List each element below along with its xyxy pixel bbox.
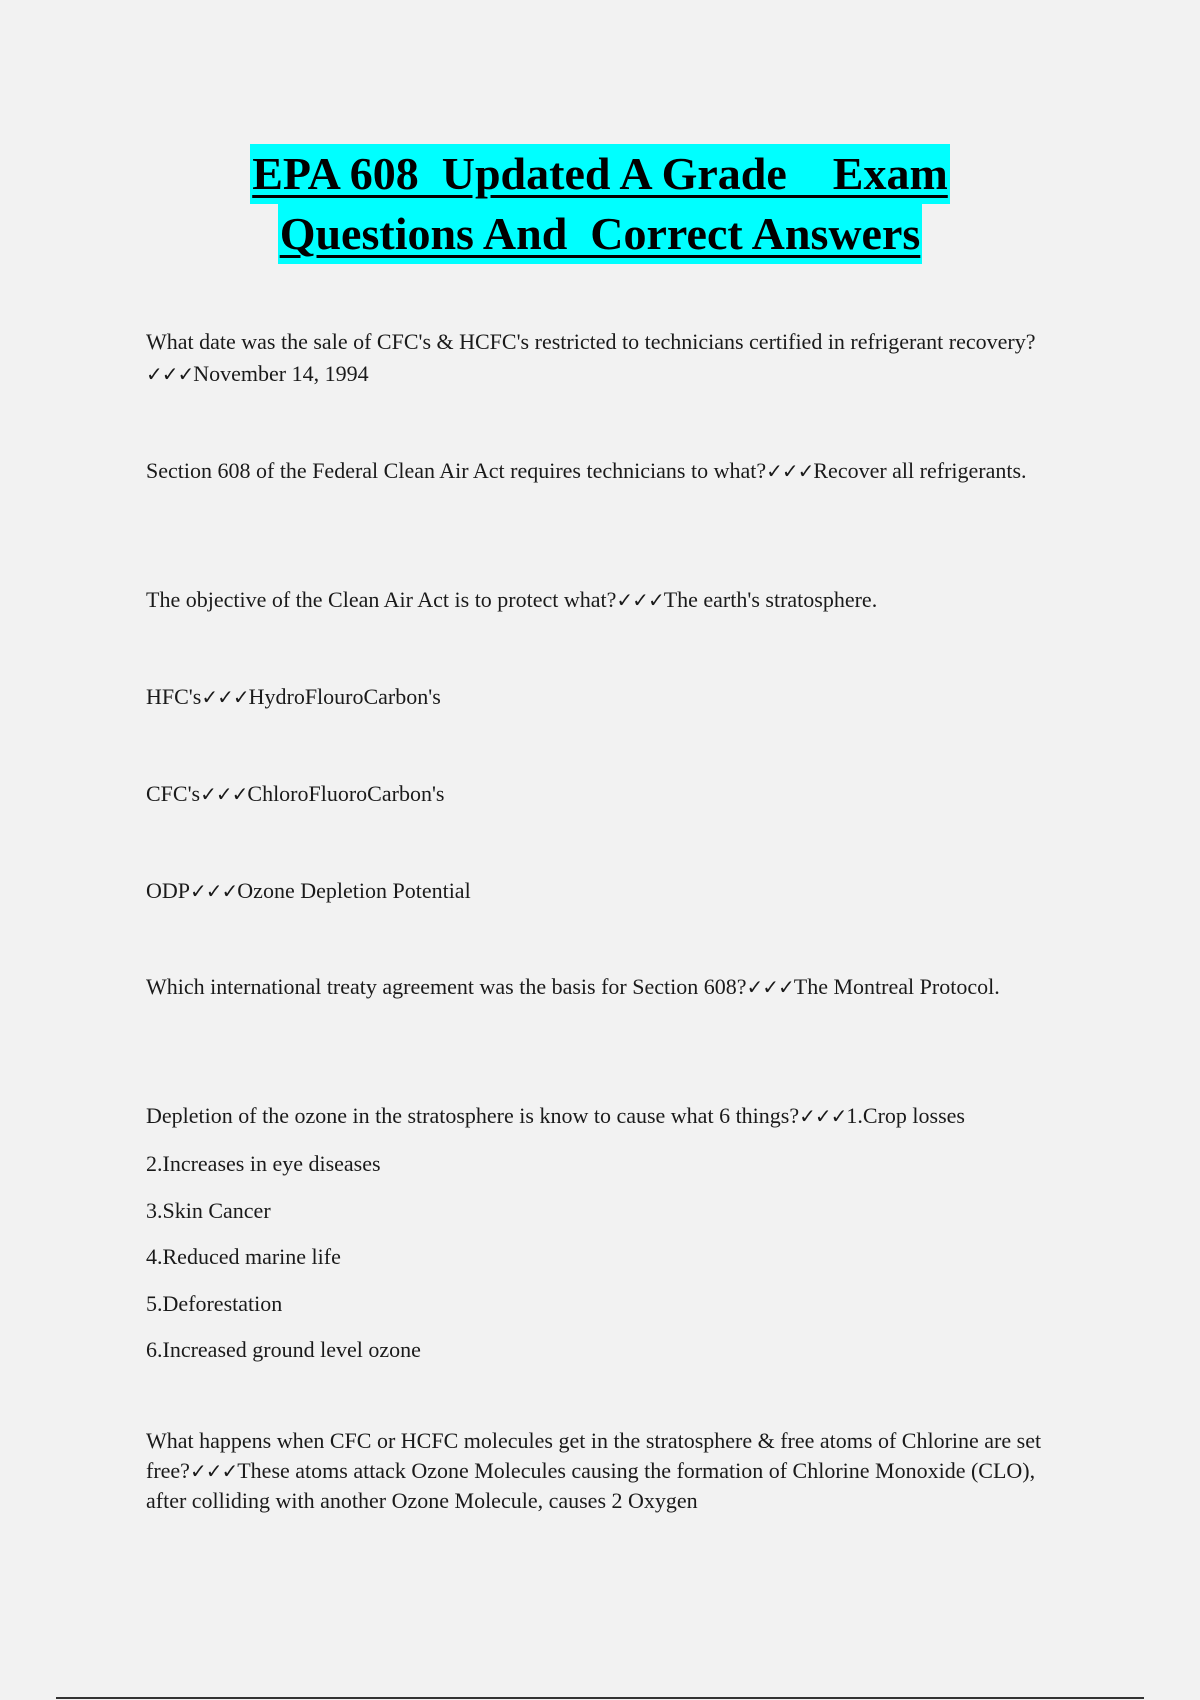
answer-text: The Montreal Protocol. <box>793 974 1000 999</box>
question-text: The objective of the Clean Air Act is to protect what? <box>146 587 617 612</box>
answer-text: The earth's stratosphere. <box>663 587 878 612</box>
checkmarks-icon: ✓✓✓ <box>616 588 664 612</box>
question-text: Depletion of the ozone in the stratosphere is know to cause what 6 things? <box>146 1103 800 1128</box>
document-title <box>0 144 1200 264</box>
question-text: ODP <box>146 878 191 903</box>
checkmarks-icon: ✓✓✓ <box>799 1104 847 1128</box>
answer-text: Recover all refrigerants. <box>813 458 1027 483</box>
question-text: What date was the sale of CFC's & HCFC's restricted to technicians certified in refrigerant recovery? <box>146 329 1036 354</box>
list-item: 5.Deforestation <box>146 1291 283 1316</box>
checkmarks-icon: ✓✓✓ <box>201 685 249 709</box>
title-line-1: EPA 608 Updated A Grade Exam <box>250 144 950 204</box>
qa-item <box>146 326 1066 390</box>
list-item: 6.Increased ground level ozone <box>146 1337 421 1362</box>
qa-item <box>146 456 1066 486</box>
list-item: 4.Reduced marine life <box>146 1244 341 1269</box>
qa-item <box>146 1426 1066 1516</box>
qa-item <box>146 584 1066 616</box>
question-text: What happens when CFC or HCFC molecules get in the stratosphere & free atoms of Chlorine are set free? <box>146 1428 1042 1483</box>
qa-item <box>146 972 1066 1002</box>
qa-item <box>146 875 1066 907</box>
checkmarks-icon: ✓✓✓ <box>190 879 238 903</box>
list-item: 3.Skin Cancer <box>146 1198 271 1223</box>
qa-item <box>146 681 1066 713</box>
qa-item <box>146 1100 1066 1132</box>
question-text: HFC's <box>146 684 202 709</box>
question-text: Section 608 of the Federal Clean Air Act requires technicians to what? <box>146 458 767 483</box>
checkmarks-icon: ✓✓✓ <box>146 362 194 386</box>
title-line-2: Questions And Correct Answers <box>278 204 923 264</box>
checkmarks-icon: ✓✓✓ <box>766 459 814 483</box>
answer-text: 1.Crop losses <box>846 1103 965 1128</box>
answer-text: HydroFlouroCarbon's <box>248 684 441 709</box>
answer-text: ChloroFluoroCarbon's <box>247 781 445 806</box>
page-divider <box>56 1697 1144 1699</box>
answer-text: These atoms attack Ozone Molecules causing the formation of Chlorine Monoxide (CLO), after colliding with another Ozone Molecule, causes 2 Oxygen <box>146 1458 1036 1513</box>
question-text: CFC's <box>146 781 201 806</box>
checkmarks-icon: ✓✓✓ <box>189 1459 238 1483</box>
question-text: Which international treaty agreement was the basis for Section 608? <box>146 974 747 999</box>
answer-text: November 14, 1994 <box>193 361 369 386</box>
checkmarks-icon: ✓✓✓ <box>200 782 248 806</box>
list-item: 2.Increases in eye diseases <box>146 1151 381 1176</box>
checkmarks-icon: ✓✓✓ <box>746 975 794 999</box>
answer-text: Ozone Depletion Potential <box>237 878 471 903</box>
qa-item <box>146 778 1066 810</box>
